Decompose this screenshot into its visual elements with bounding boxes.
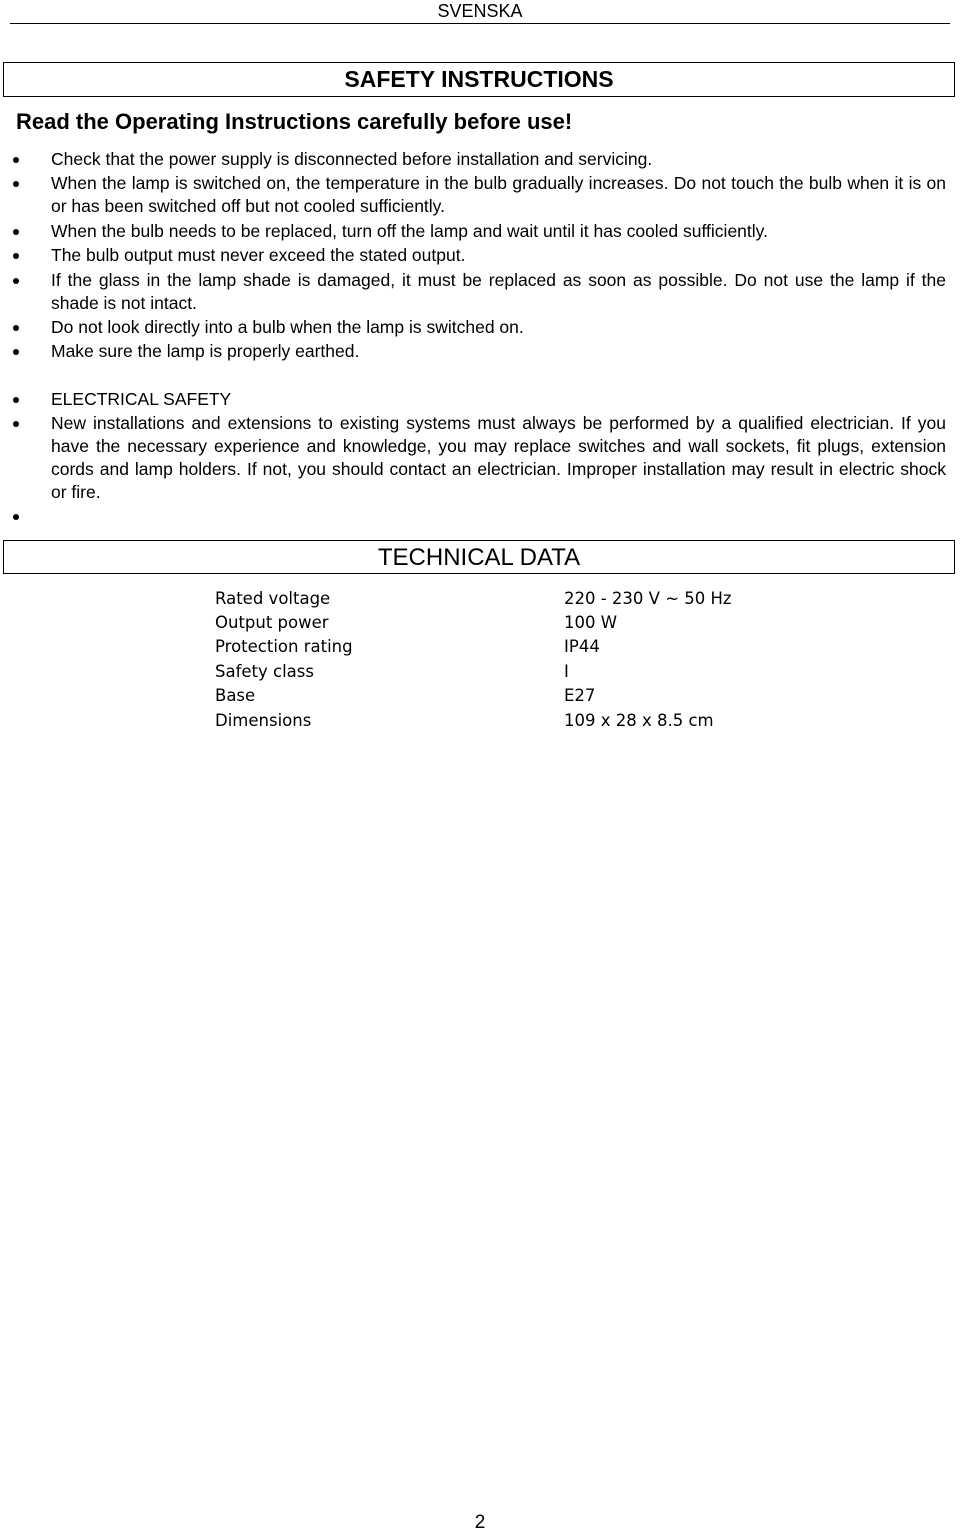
spec-value: 109 x 28 x 8.5 cm [564,710,714,730]
table-row [215,586,732,610]
list-item [0,388,960,411]
bullet-icon [13,229,19,235]
safety-bullet-text: The bulb output must never exceed the stated output. [51,245,466,266]
electrical-safety-list [0,388,960,529]
read-instructions-notice: Read the Operating Instructions carefully before use! [16,109,573,134]
table-row [215,659,732,683]
bullet-icon [13,349,19,355]
table-row [215,635,732,659]
technical-data-heading: TECHNICAL DATA [3,540,955,574]
spec-value: 100 W [564,613,618,633]
list-item [0,148,960,171]
bullet-icon [13,253,19,259]
list-item [0,505,960,528]
bullet-icon [13,397,19,403]
spec-value: I [564,661,569,681]
safety-bullet-text: Make sure the lamp is properly earthed. [51,341,360,362]
spec-value: IP44 [564,637,600,657]
safety-instructions-heading: SAFETY INSTRUCTIONS [3,62,955,97]
safety-bullet-text: If the glass in the lamp shade is damaged, it must be replaced as soon as possible. Do not use the lamp if the shade is not intact. [51,269,946,313]
table-row [215,610,732,634]
safety-bullet-text: When the lamp is switched on, the temperature in the bulb gradually increases. Do not touch the bulb when it is on or has been switched off but not cooled sufficiently. [51,173,946,217]
list-item [0,220,960,243]
safety-bullet-list [0,148,960,365]
list-item [0,316,960,339]
bullet-icon [13,181,19,187]
bullet-icon [13,278,19,284]
safety-bullet-text: When the bulb needs to be replaced, turn off the lamp and wait until it has cooled sufficiently. [51,220,768,241]
spec-value: E27 [564,686,596,706]
bullet-icon [13,421,19,427]
list-item [0,244,960,267]
spec-label: Base [215,686,256,706]
safety-bullet-text: Do not look directly into a bulb when the lamp is switched on. [51,316,524,337]
page-number: 2 [474,1512,486,1533]
list-item [0,340,960,363]
spec-label: Safety class [215,661,314,681]
table-row [215,684,732,708]
header-divider [10,23,950,24]
list-item [0,172,960,218]
spec-label: Dimensions [215,710,312,730]
safety-bullet-text: Check that the power supply is disconnected before installation and servicing. [51,149,653,169]
list-item [0,269,960,315]
table-row [215,708,732,732]
technical-data-table [215,586,732,732]
spec-label: Rated voltage [215,588,331,608]
spec-value: 220 - 230 V ~ 50 Hz [564,588,732,608]
list-item [0,412,960,504]
header-language: SVENSKA [437,1,523,21]
spec-label: Output power [215,613,329,633]
spec-label: Protection rating [215,637,353,657]
bullet-icon [13,325,19,331]
electrical-safety-body: New installations and extensions to existing systems must always be performed by a qualified electrician. If you have the necessary experience and knowledge, you may replace switches and wall sockets, fit plugs, extension cords and lamp holders. If not, you should contact an electrician. Improper installation may result in electric shock or fire. [51,413,946,502]
bullet-icon [13,514,19,520]
electrical-safety-heading: ELECTRICAL SAFETY [51,389,232,409]
bullet-icon [13,157,19,163]
